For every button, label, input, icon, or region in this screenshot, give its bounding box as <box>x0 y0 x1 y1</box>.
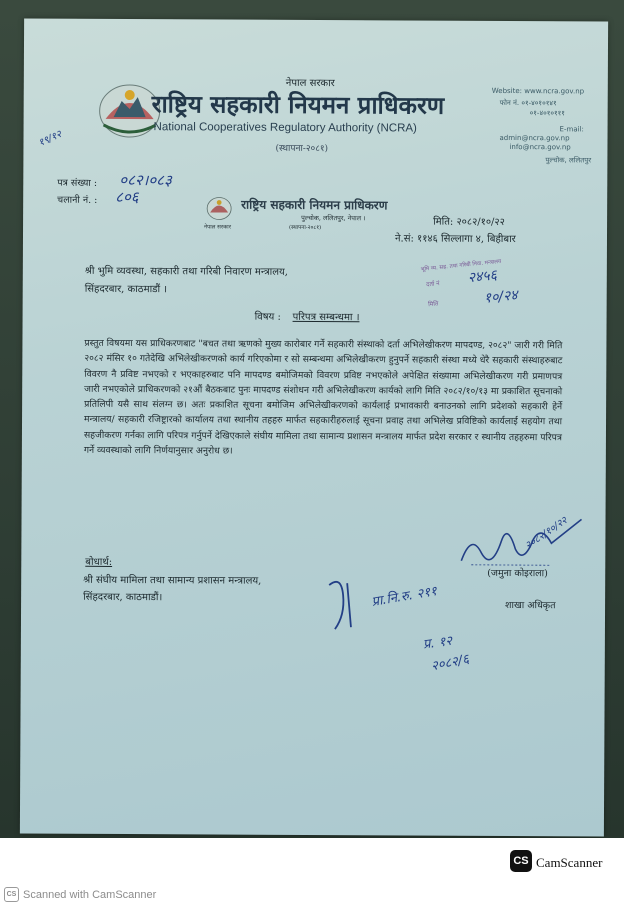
chalani-label: चलानी नं. : <box>57 194 98 206</box>
signatory-title: शाखा अधिकृत <box>505 600 556 612</box>
chalani-value: ८०६ <box>115 187 139 207</box>
patra-value: ०८२।०८३ <box>119 170 172 190</box>
patra-label: पत्र संख्या : <box>57 177 98 189</box>
signature-date: २०८२/१०/२२ <box>523 515 570 552</box>
received-stamp-date-label: मिति <box>427 300 439 309</box>
camscanner-logo-icon: CS <box>510 850 532 872</box>
phone-text: फोन नं. ०१-४०१०१४१ <box>499 98 557 108</box>
email-label: E-mail: <box>559 125 584 134</box>
subject-value: परिपत्र सम्बन्धमा । <box>292 311 360 324</box>
bottom-handwritten-date: २०८२/६ <box>429 651 471 675</box>
letter-body: प्रस्तुत विषयमा यस प्राधिकरणबाट "बचत तथा ऋणको मुख्य कारोबार गर्ने सहकारी संस्थाको दर्ता अभिलेखीकरण मापदण्ड, २०८२" जारी गरी मिति २०८२ मंसिर १० गतेदेखि अभिलेखीकरणको कार्य गरिएकोमा र सो सम्बन्धमा अभिलेखीकरण हुनुपर्ने सहकारी संस्था मध्ये धेरै सहकारी संस्थाहरुबाट विवरण नै प्रविष्ट नभएको र भएकाहरुबाट पनि मापदण्ड बमोजिमको विवरण प्रविष्ट नभएकोले अपेक्षित संख्यामा अभिलेखीकरण गरी प्रमाणपत्र जारी नभएकोले प्राधिकरणको २१औं बैठकबाट पुनः मापदण्ड संशोधन गरी अभिलेखीकरण कार्यको लागि मिति २०८२/१०/१३ मा प्रकाशित सूचनाको प्रतिलिपी यसै साथ संलग्न छ। अतः प्रकाशित सूचना बमोजिम अभिलेखीकरणको कार्यलाई प्रभावकारी बनाउनको लागि प्रदेशको सहकारी हेर्ने मन्त्रालय/ सहकारी रजिष्ट्रारको कार्यालय तथा स्थानीय तहहरु मार्फत सहकारीहरुलाई सूचना प्रवाह तथा अभिलेख प्रविष्टिको कार्यलाई सहयोग तथा सहजीकरण गर्नका लागि परिपत्र गर्नुपर्ने देखिएकाले संघीय मामिला तथा सामान्य प्रशासन मन्त्रालय मार्फत प्रदेश सरकार र स्थानीय तहहरुमा परिपत्र गर्ने व्यवस्थाको लागि निर्णयानुसार अनुरोध छ। <box>83 337 563 457</box>
stamp-address: पुल्चोक, ललितपुर, नेपाल । <box>301 213 366 223</box>
recipient-line-1: श्री भुमि व्यवस्था, सहकारी तथा गरिबी निवारण मन्त्रालय, <box>84 265 289 278</box>
date-miti: मिति: २०८२/१०/२२ <box>433 216 505 228</box>
received-stamp-date: १०/२४ <box>483 287 519 307</box>
received-stamp <box>420 253 543 320</box>
govt-label: नेपाल सरकार <box>285 77 335 90</box>
phone-2-text: ०१-४०१०१११ <box>529 109 565 118</box>
camscanner-mini-icon: CS <box>4 887 19 902</box>
document-page <box>20 18 608 836</box>
org-title-nepali: राष्ट्रिय सहकारी नियमन प्राधिकरण <box>151 89 445 120</box>
bodharth-line-2: सिंहदरबार, काठमाडौं। <box>83 591 163 604</box>
subject-label: विषय : <box>254 311 281 323</box>
stamp-est: (स्थापना-२०८१) <box>289 224 322 232</box>
email-2-text: info@ncra.gov.np <box>509 143 571 152</box>
camscanner-brand: CamScanner <box>536 855 603 870</box>
scanned-with-text <box>4 887 156 902</box>
stamp-emblem-caption: नेपाल सरकार <box>204 224 232 231</box>
minute-handwriting: प्रा.नि.रु. २११ <box>370 584 439 610</box>
recipient-line-2: सिंहदरबार, काठमाडौं । <box>84 283 168 296</box>
second-signature: प्र. १२ <box>422 633 454 653</box>
bodharth-label: बोधार्थ: <box>85 556 113 568</box>
org-title-english: National Cooperatives Regulatory Authority (NCRA) <box>153 121 417 135</box>
stamp-title: राष्ट्रिय सहकारी नियमन प्राधिकरण <box>241 197 388 213</box>
signatory-name: (जमुना कोइराला) <box>487 567 548 580</box>
established-label: (स्थापना-२०८१) <box>275 143 329 155</box>
corner-handwriting: १९/१२ <box>36 128 64 150</box>
received-stamp-office: भूमि व्य. सह. तथा गरिबी निवा. मन्त्रालय <box>420 258 502 273</box>
website-text: Website: www.ncra.gov.np <box>491 86 585 96</box>
received-stamp-num-label: दर्ता नं <box>425 280 440 289</box>
scanned-with-label: Scanned with CamScanner <box>23 888 157 901</box>
email-1-text: admin@ncra.gov.np <box>499 133 570 143</box>
stamp-emblem-icon <box>205 195 233 221</box>
location-text: पुल्चोक, ललितपुर <box>545 156 592 165</box>
signature-mark <box>451 513 591 574</box>
received-stamp-num: २४५६ <box>467 267 498 287</box>
date-nepal-sambat: ने.सं: ११४६ सिल्लागा ४, बिहीबार <box>394 233 516 246</box>
bodharth-line-1: श्री संघीय मामिला तथा सामान्य प्रशासन मन्त्रालय, <box>83 574 262 587</box>
